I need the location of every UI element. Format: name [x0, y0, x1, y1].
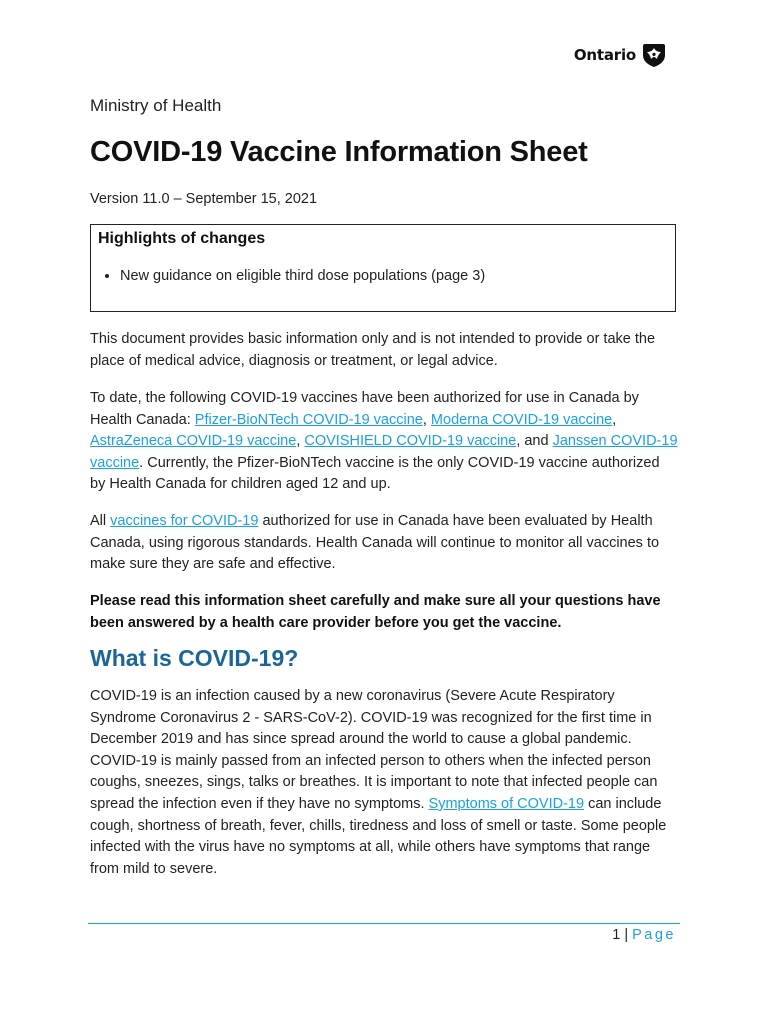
page-title: COVID-19 Vaccine Information Sheet — [90, 136, 588, 168]
section-heading: What is COVID-19? — [90, 645, 299, 671]
symptoms-link[interactable]: Symptoms of COVID-19 — [428, 795, 585, 812]
paragraph-text: All — [90, 513, 111, 529]
footer-divider — [88, 923, 680, 924]
read-carefully-paragraph: Please read this information sheet carefully and make sure all your questions have been answered by a health care provider before you get the vaccine. — [90, 593, 661, 631]
moderna-link[interactable]: Moderna COVID-19 vaccine — [430, 411, 613, 428]
separator-text: , and — [516, 433, 553, 450]
page-label: Page — [632, 927, 676, 943]
separator-text: , — [612, 411, 617, 428]
separator-text: , — [296, 433, 305, 450]
page-separator: | — [620, 927, 633, 943]
covishield-link[interactable]: COVISHIELD COVID-19 vaccine — [304, 433, 517, 450]
authorized-vaccines-paragraph — [90, 388, 678, 496]
highlights-item: • New guidance on eligible third dose populations (page 3) — [120, 268, 485, 284]
ontario-logo — [574, 42, 666, 68]
highlights-heading: Highlights of changes — [98, 230, 266, 247]
logo-text: Ontario — [573, 46, 636, 64]
ministry-name: Ministry of Health — [90, 96, 222, 115]
trillium-icon — [642, 42, 666, 68]
highlights-box — [90, 224, 676, 312]
version-date: Version 11.0 – September 15, 2021 — [90, 191, 318, 207]
what-is-covid-paragraph — [90, 686, 678, 880]
separator-text: , — [422, 411, 431, 428]
page-footer — [612, 927, 676, 943]
page-number: 1 — [612, 927, 621, 943]
paragraph-text: can include cough, shortness of breath, fever, chills, tiredness and loss of smell or taste. Some people infected with the virus have no symptoms at all, while others have symptoms that range from mild to severe. — [90, 795, 667, 877]
paragraph-text: authorized for use in Canada have been evaluated by Health Canada, using rigorous standards. Health Canada will continue to monitor all vaccines to make sure they are safe and effective. — [90, 513, 660, 573]
paragraph-text: COVID-19 is an infection caused by a new coronavirus (Severe Acute Respiratory Syndrome Coronavirus 2 - SARS-CoV-2). COVID-19 was recognized for the first time in December 2019 and has since spread around the world to cause a global pandemic. COVID-19 is mainly passed from an infected person to others when the infected person coughs, sneezes, sings, talks or breathes. It is important to note that infected people can spread the infection even if they have no symptoms. — [90, 688, 658, 812]
astrazeneca-link[interactable]: AstraZeneca COVID-19 vaccine — [90, 433, 297, 450]
janssen-link[interactable]: Janssen COVID-19 vaccine — [90, 433, 678, 471]
disclaimer-paragraph: This document provides basic information only and is not intended to provide or take the place of medical advice, diagnosis or treatment, or legal advice. — [90, 331, 656, 369]
evaluated-paragraph — [90, 511, 678, 576]
paragraph-text: To date, the following COVID-19 vaccines have been authorized for use in Canada by Health Canada: — [90, 390, 639, 428]
pfizer-link[interactable]: Pfizer-BioNTech COVID-19 vaccine — [194, 411, 423, 428]
vaccines-for-covid-link[interactable]: vaccines for COVID-19 — [110, 513, 259, 529]
highlights-list — [91, 268, 485, 284]
paragraph-text: . Currently, the Pfizer-BioNTech vaccine is the only COVID-19 vaccine authorized by Health Canada for children aged 12 and up. — [90, 454, 660, 493]
